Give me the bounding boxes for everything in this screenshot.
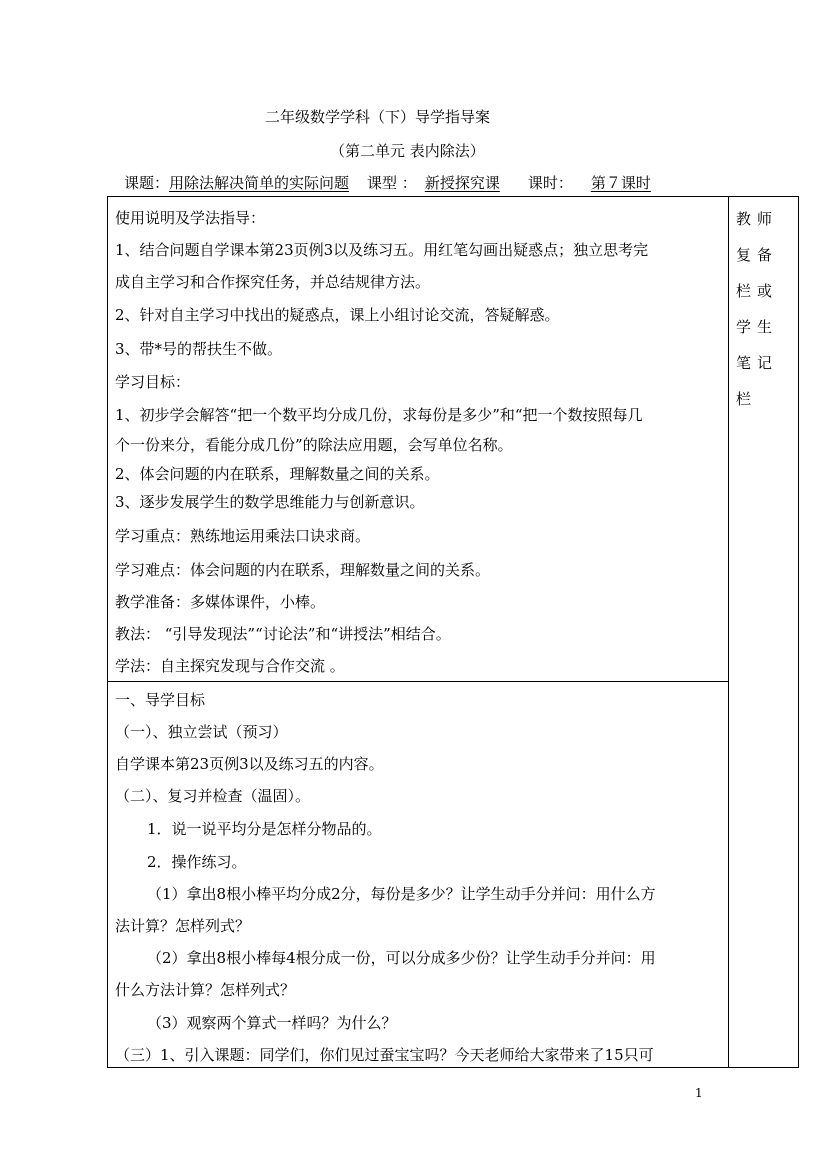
- guide-line: 教法： “引导发现法”“讨论法”和“讲授法”相结合。: [115, 625, 451, 643]
- content-line: 法计算？怎样列式？: [115, 917, 251, 935]
- guide-line: 2、针对自主学习中找出的疑惑点，课上小组讨论交流，答疑解惑。: [115, 306, 560, 324]
- content-line: （1）拿出8根小棒平均分成2分，每份是多少？让学生动手分并问：用什么方: [147, 885, 656, 903]
- content-line: 自学课本第23页例3以及练习五的内容。: [115, 755, 384, 773]
- content-line: 2．操作练习。: [147, 853, 247, 871]
- type-label: 课型 ：: [367, 174, 417, 192]
- guide-line: 使用说明及学法指导：: [115, 209, 266, 227]
- content-line: （二）、复习并检查（温固）。: [115, 787, 311, 805]
- guide-line: 2、体会问题的内在联系，理解数量之间的关系。: [115, 465, 440, 483]
- guide-line: 学习目标：: [115, 373, 191, 391]
- period-label: 课时：: [527, 174, 573, 192]
- content-line: （三）1、引入课题：同学们，你们见过蚕宝宝吗？今天老师给大家带来了15只可: [115, 1046, 654, 1064]
- guide-line: 学法：自主探究发现与合作交流 。: [115, 657, 345, 675]
- lesson-info: [124, 172, 651, 193]
- type-value: 新授探究课: [424, 174, 500, 192]
- column-divider: [728, 197, 729, 1067]
- row-divider: [108, 681, 728, 682]
- content-line: 一、导学目标: [115, 691, 206, 709]
- content-line: （3）观察两个算式一样吗？为什么？: [147, 1014, 397, 1032]
- guide-table: [107, 196, 799, 1068]
- guide-line: 学习重点：熟练地运用乘法口诀求商。: [115, 527, 371, 545]
- document-title: 二年级数学学科（下）导学指导案: [265, 108, 491, 126]
- teacher-notes-column: 教师复备栏或学生笔记栏: [736, 210, 779, 408]
- guide-line: 成自主学习和合作探究任务，并总结规律方法。: [115, 273, 431, 291]
- guide-line: 教学准备：多媒体课件，小棒。: [115, 593, 326, 611]
- period-value: 第７课时: [590, 174, 651, 192]
- topic-value: 用除法解决简单的实际问题: [169, 174, 350, 192]
- content-line: （2）拿出8根小棒每4根分成一份，可以分成多少份？让学生动手分并问：用: [147, 949, 656, 967]
- content-line: （一）、独立尝试（预习）: [115, 723, 288, 741]
- guide-line: 3、带*号的帮扶生不做。: [115, 340, 283, 358]
- guide-line: 1、初步学会解答“把一个数平均分成几份，求每份是多少”和“把一个数按照每几: [115, 406, 643, 424]
- topic-label: 课题：: [124, 174, 170, 192]
- guide-line: 3、逐步发展学生的数学思维能力与创新意识。: [115, 493, 425, 511]
- document-subtitle: （第二单元 表内除法）: [330, 142, 485, 160]
- content-line: 1．说一说平均分是怎样分物品的。: [147, 820, 382, 838]
- page-number: 1: [695, 1086, 703, 1100]
- guide-line: 个一份来分，看能分成几份”的除法应用题，会写单位名称。: [115, 436, 513, 454]
- content-line: 什么方法计算？怎样列式？: [115, 981, 296, 999]
- guide-line: 学习难点：体会问题的内在联系，理解数量之间的关系。: [115, 561, 491, 579]
- guide-line: 1、结合问题自学课本第23页例3以及练习五。用红笔勾画出疑惑点；独立思考完: [115, 241, 649, 259]
